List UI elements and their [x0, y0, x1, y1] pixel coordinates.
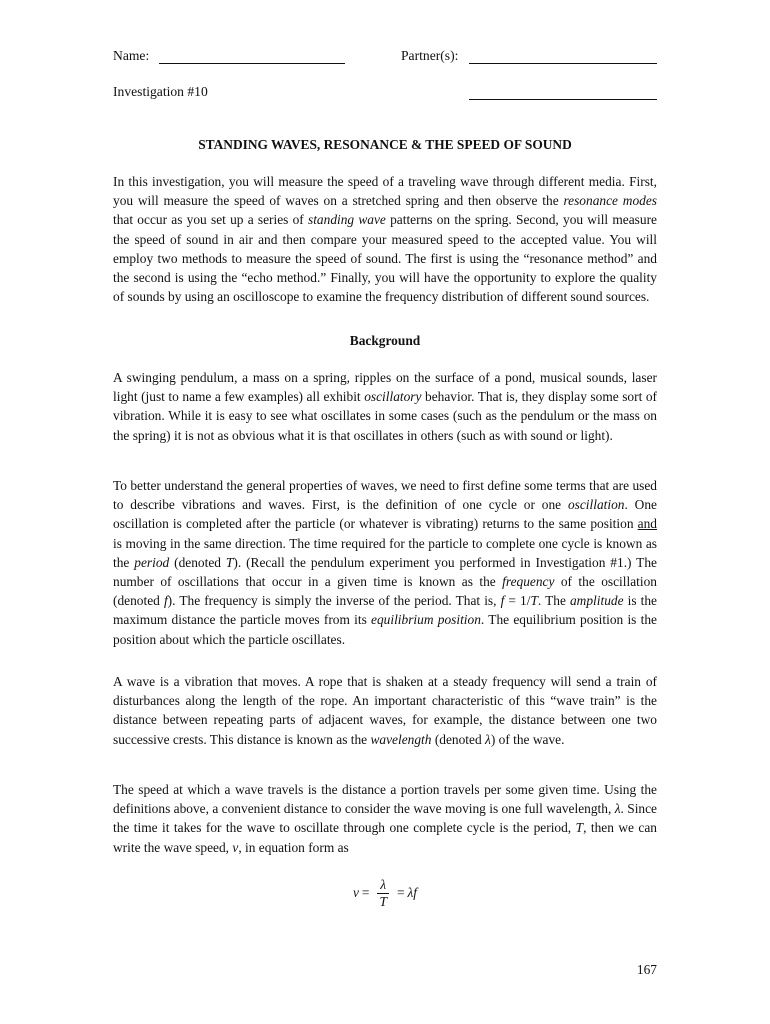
page-number: 167 [636, 962, 657, 977]
equation-rhs: λf [407, 885, 418, 900]
partners-blank-line-1 [469, 63, 657, 64]
equation-equals-1: = [361, 885, 370, 900]
background-heading: Background [349, 333, 421, 348]
intro-paragraph: In this investigation, you will measure the speed of a traveling wave through different media. First, you will measure the speed of waves on a stretched spring and then observe the resonance modes that occur as you set up a series of standing wave patterns on the spring. Second, you will measure the speed of sound in air and then compare your measured speed to the accepted value. You will employ two methods to measure the speed of sound. The first is using the “resonance method” and the second is using the “echo method.” Finally, you will have the opportunity to explore the quality of sounds by using an oscilloscope to examine the frequency distribution of different sound sources. [113, 174, 657, 305]
equation-numerator: λ [377, 877, 389, 894]
oscillatory-paragraph: A swinging pendulum, a mass on a spring, ripples on the surface of a pond, musical sounds, laser light (just to name a few examples) all exhibit oscillatory behavior. That is, they display some sort of vibration. While it is easy to see what oscillates in some cases (such as the pendulum or the mass on the spring) it is not as obvious what it is that oscillates in others (such as with sound or light). [113, 370, 657, 443]
equation-fraction [376, 877, 389, 910]
equation-lhs: v [352, 885, 359, 900]
partners-label: Partner(s): [401, 48, 459, 63]
document-title: STANDING WAVES, RESONANCE & THE SPEED OF SOUND [198, 137, 572, 152]
terms-paragraph: To better understand the general properties of waves, we need to first define some terms that are used to describe vibrations and waves. First, is the definition of one cycle or one oscillation. One oscillation is completed after the particle (or whatever is vibrating) returns to the same position and is moving in the same direction. The time required for the particle to complete one cycle is known as the period (denoted T). (Recall the pendulum experiment you performed in Investigation #1.) The number of oscillations that occur in a given time is known as the frequency of the oscillation (denoted f). The frequency is simply the inverse of the period. That is, f = 1/T. The amplitude is the maximum distance the particle moves from its equilibrium position. The equilibrium position is the position about which the particle oscillates. [113, 478, 657, 647]
speed-paragraph: The speed at which a wave travels is the distance a portion travels per some given time. Using the definitions above, a convenient distance to consider the wave moving is one full wavelength, λ. Since the time it takes for the wave to oscillate through one complete cycle is the period, T, then we can write the wave speed, v, in equation form as [113, 782, 657, 855]
equation-denominator: T [379, 893, 387, 909]
partners-blank-line-2 [469, 99, 657, 100]
name-label: Name: [113, 48, 150, 63]
name-blank-line [159, 63, 345, 64]
equation-equals-2: = [396, 885, 405, 900]
investigation-label: Investigation #10 [113, 84, 208, 99]
wave-paragraph: A wave is a vibration that moves. A rope that is shaken at a steady frequency will send a train of disturbances along the length of the rope. An important characteristic of this “wave train” is the distance between repeating parts of adjacent waves, for example, the distance between one two successive crests. This distance is known as the wavelength (denoted λ) of the wave. [113, 674, 657, 747]
wave-speed-equation [300, 870, 470, 916]
